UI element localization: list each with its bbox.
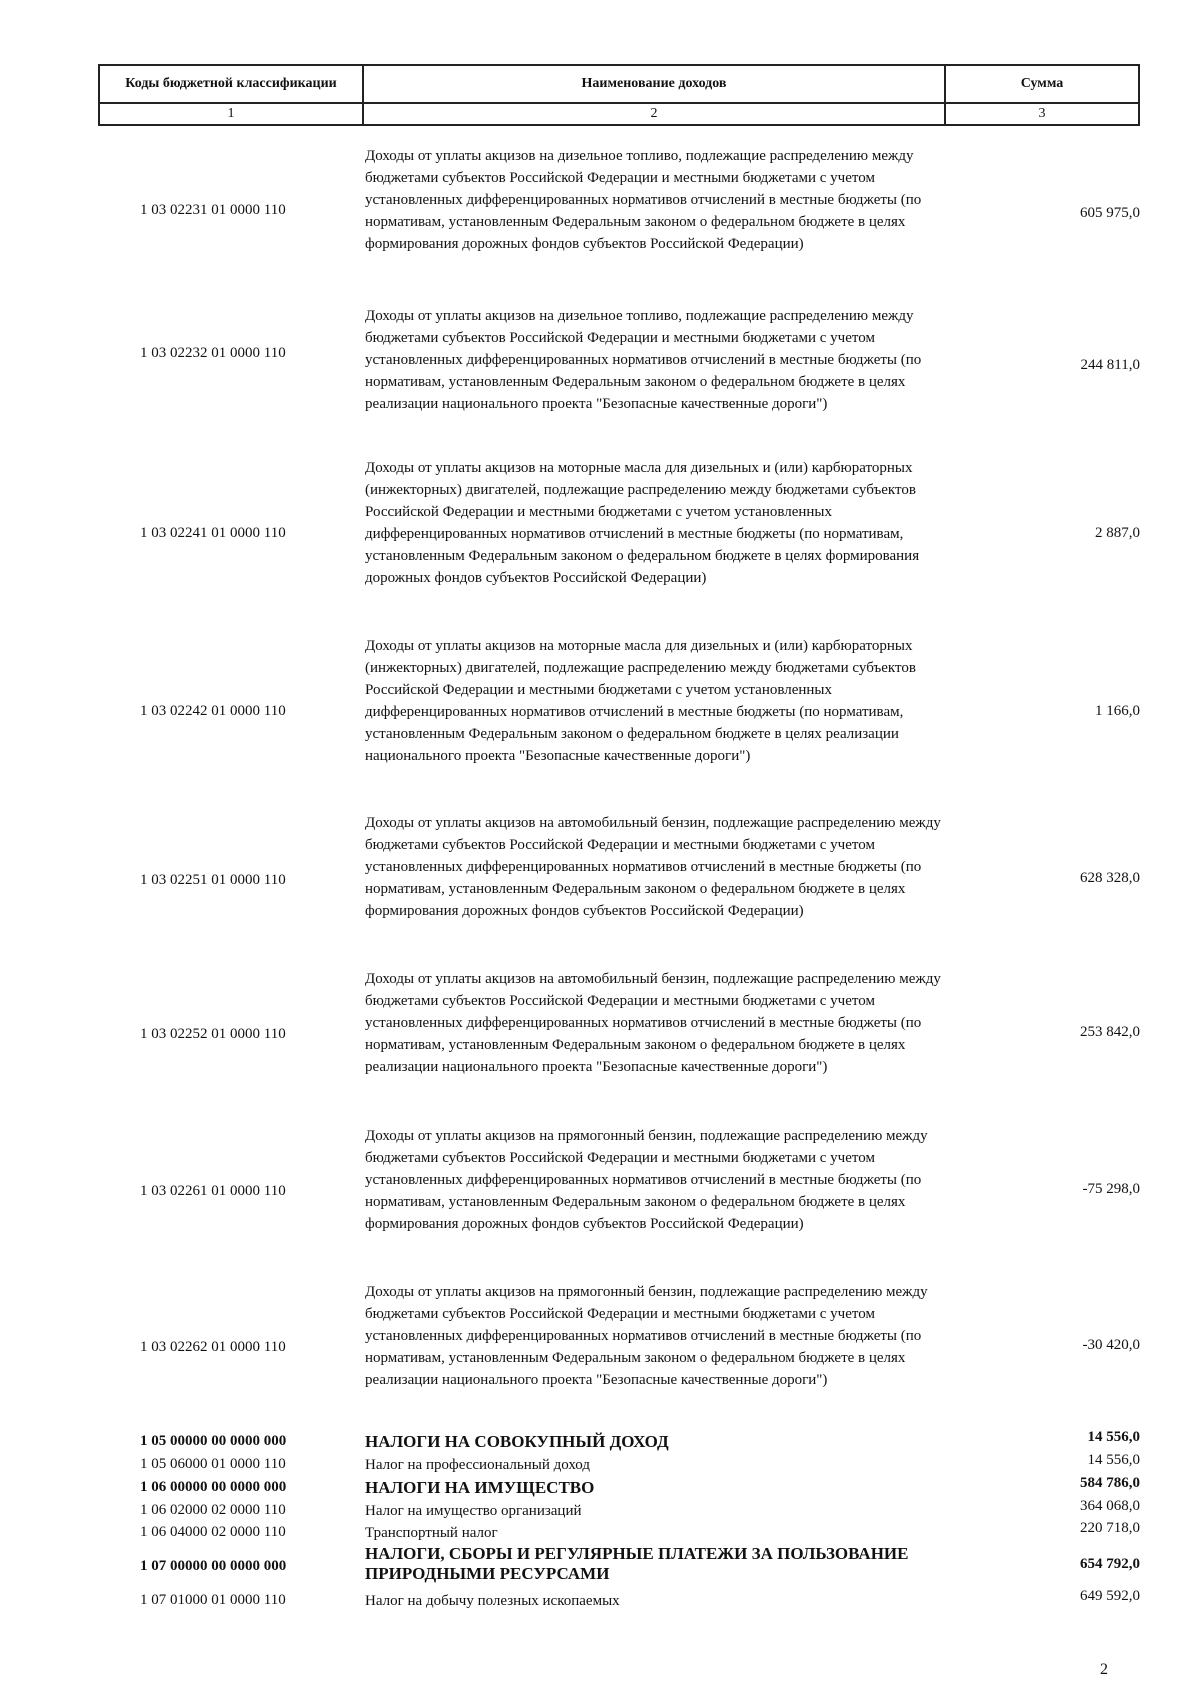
budget-code: 1 06 00000 00 0000 000 bbox=[140, 1479, 287, 1495]
income-sum: 2 887,0 bbox=[1095, 525, 1140, 541]
income-name: Доходы от уплаты акцизов на прямогонный бензин, подлежащие распределению между бюджетами субъектов Российской Федерации и местными бюджетами с учетом установленных дифференцированных нормативов отчислений в местные бюджеты (по нормативам, установленным Федеральным законом о федеральном бюджете в целях реализации национального проекта "Безопасные качественные дороги") bbox=[365, 1284, 928, 1388]
income-sum: 628 328,0 bbox=[1080, 870, 1140, 886]
budget-code: 1 03 02262 01 0000 110 bbox=[140, 1339, 286, 1355]
income-name: НАЛОГИ НА СОВОКУПНЫЙ ДОХОД bbox=[365, 1432, 669, 1451]
column-header-codes: Коды бюджетной классификации bbox=[99, 65, 363, 103]
budget-code: 1 03 02252 01 0000 110 bbox=[140, 1026, 286, 1042]
table-row bbox=[0, 812, 1200, 944]
income-sum: 220 718,0 bbox=[1080, 1520, 1140, 1536]
table-row bbox=[0, 635, 1200, 789]
income-sum: 244 811,0 bbox=[1080, 357, 1140, 373]
income-sum: 14 556,0 bbox=[1087, 1429, 1140, 1445]
table-row-section bbox=[0, 1544, 1200, 1588]
budget-code: 1 07 00000 00 0000 000 bbox=[140, 1558, 287, 1574]
income-name: Доходы от уплаты акцизов на моторные масла для дизельных и (или) карбюраторных (инжекторных) двигателей, подлежащие распределению между бюджетами субъектов Российской Федерации и местными бюджетами с учетом установленных дифференцированных нормативов отчислений в местные бюджеты (по нормативам, установленным Федеральным законом о федеральном бюджете в целях реализации национального проекта "Безопасные качественные дороги") bbox=[365, 638, 916, 764]
income-name: Доходы от уплаты акцизов на автомобильный бензин, подлежащие распределению между бюджетами субъектов Российской Федерации и местными бюджетами с учетом установленных дифференцированных нормативов отчислений в местные бюджеты (по нормативам, установленным Федеральным законом о федеральном бюджете в целях реализации национального проекта "Безопасные качественные дороги") bbox=[365, 971, 941, 1075]
budget-code: 1 06 04000 02 0000 110 bbox=[140, 1524, 286, 1540]
table-row bbox=[0, 1125, 1200, 1257]
income-name: Доходы от уплаты акцизов на дизельное топливо, подлежащие распределению между бюджетами субъектов Российской Федерации и местными бюджетами с учетом установленных дифференцированных нормативов отчислений в местные бюджеты (по нормативам, установленным Федеральным законом о федеральном бюджете в целях реализации национального проекта "Безопасные качественные дороги") bbox=[365, 308, 922, 412]
budget-code: 1 05 06000 01 0000 110 bbox=[140, 1456, 286, 1472]
table-header bbox=[98, 64, 1140, 126]
budget-code: 1 05 00000 00 0000 000 bbox=[140, 1433, 287, 1449]
income-sum: 14 556,0 bbox=[1087, 1452, 1140, 1468]
income-sum: -75 298,0 bbox=[1082, 1181, 1140, 1197]
column-header-name: Наименование доходов bbox=[363, 65, 945, 103]
income-sum: -30 420,0 bbox=[1082, 1337, 1140, 1353]
income-name: НАЛОГИ, СБОРЫ И РЕГУЛЯРНЫЕ ПЛАТЕЖИ ЗА ПОЛЬЗОВАНИЕ ПРИРОДНЫМИ РЕСУРСАМИ bbox=[365, 1544, 909, 1583]
table-row bbox=[0, 305, 1200, 437]
column-number-1: 1 bbox=[99, 103, 363, 125]
income-sum: 584 786,0 bbox=[1080, 1475, 1140, 1491]
income-sum: 253 842,0 bbox=[1080, 1024, 1140, 1040]
income-name: Доходы от уплаты акцизов на моторные масла для дизельных и (или) карбюраторных (инжекторных) двигателей, подлежащие распределению между бюджетами субъектов Российской Федерации и местными бюджетами с учетом установленных дифференцированных нормативов отчислений в местные бюджеты (по нормативам, установленным Федеральным законом о федеральном бюджете в целях формирования дорожных фондов субъектов Российской Федерации) bbox=[365, 460, 920, 586]
budget-code: 1 03 02231 01 0000 110 bbox=[140, 202, 286, 218]
income-sum: 1 166,0 bbox=[1095, 703, 1140, 719]
budget-code: 1 06 02000 02 0000 110 bbox=[140, 1502, 286, 1518]
income-sum: 654 792,0 bbox=[1080, 1556, 1140, 1572]
budget-code: 1 03 02242 01 0000 110 bbox=[140, 703, 286, 719]
table-row bbox=[0, 1520, 1200, 1546]
income-name: Налог на профессиональный доход bbox=[365, 1457, 590, 1473]
income-name: Налог на имущество организаций bbox=[365, 1503, 582, 1519]
income-sum: 364 068,0 bbox=[1080, 1498, 1140, 1514]
table-row bbox=[0, 145, 1200, 277]
budget-code: 1 03 02241 01 0000 110 bbox=[140, 525, 286, 541]
page-number: 2 bbox=[1100, 1661, 1108, 1678]
budget-code: 1 07 01000 01 0000 110 bbox=[140, 1592, 286, 1608]
table-row bbox=[0, 968, 1200, 1100]
column-number-2: 2 bbox=[363, 103, 945, 125]
income-sum: 649 592,0 bbox=[1080, 1588, 1140, 1604]
income-sum: 605 975,0 bbox=[1080, 205, 1140, 221]
budget-code: 1 03 02261 01 0000 110 bbox=[140, 1183, 286, 1199]
budget-code: 1 03 02251 01 0000 110 bbox=[140, 872, 286, 888]
table-row bbox=[0, 457, 1200, 611]
table-row bbox=[0, 1281, 1200, 1413]
income-name: Доходы от уплаты акцизов на дизельное топливо, подлежащие распределению между бюджетами субъектов Российской Федерации и местными бюджетами с учетом установленных дифференцированных нормативов отчислений в местные бюджеты (по нормативам, установленным Федеральным законом о федеральном бюджете в целях формирования дорожных фондов субъектов Российской Федерации) bbox=[365, 148, 922, 252]
income-name: Доходы от уплаты акцизов на прямогонный бензин, подлежащие распределению между бюджетами субъектов Российской Федерации и местными бюджетами с учетом установленных дифференцированных нормативов отчислений в местные бюджеты (по нормативам, установленным Федеральным законом о федеральном бюджете в целях формирования дорожных фондов субъектов Российской Федерации) bbox=[365, 1128, 928, 1232]
income-name: Налог на добычу полезных ископаемых bbox=[365, 1593, 620, 1609]
table-row bbox=[0, 1588, 1200, 1614]
column-number-3: 3 bbox=[945, 103, 1139, 125]
income-name: Доходы от уплаты акцизов на автомобильный бензин, подлежащие распределению между бюджетами субъектов Российской Федерации и местными бюджетами с учетом установленных дифференцированных нормативов отчислений в местные бюджеты (по нормативам, установленным Федеральным законом о федеральном бюджете в целях формирования дорожных фондов субъектов Российской Федерации) bbox=[365, 815, 941, 919]
column-header-sum: Сумма bbox=[945, 65, 1139, 103]
budget-code: 1 03 02232 01 0000 110 bbox=[140, 345, 286, 361]
income-name: Транспортный налог bbox=[365, 1525, 498, 1541]
income-name: НАЛОГИ НА ИМУЩЕСТВО bbox=[365, 1478, 595, 1497]
